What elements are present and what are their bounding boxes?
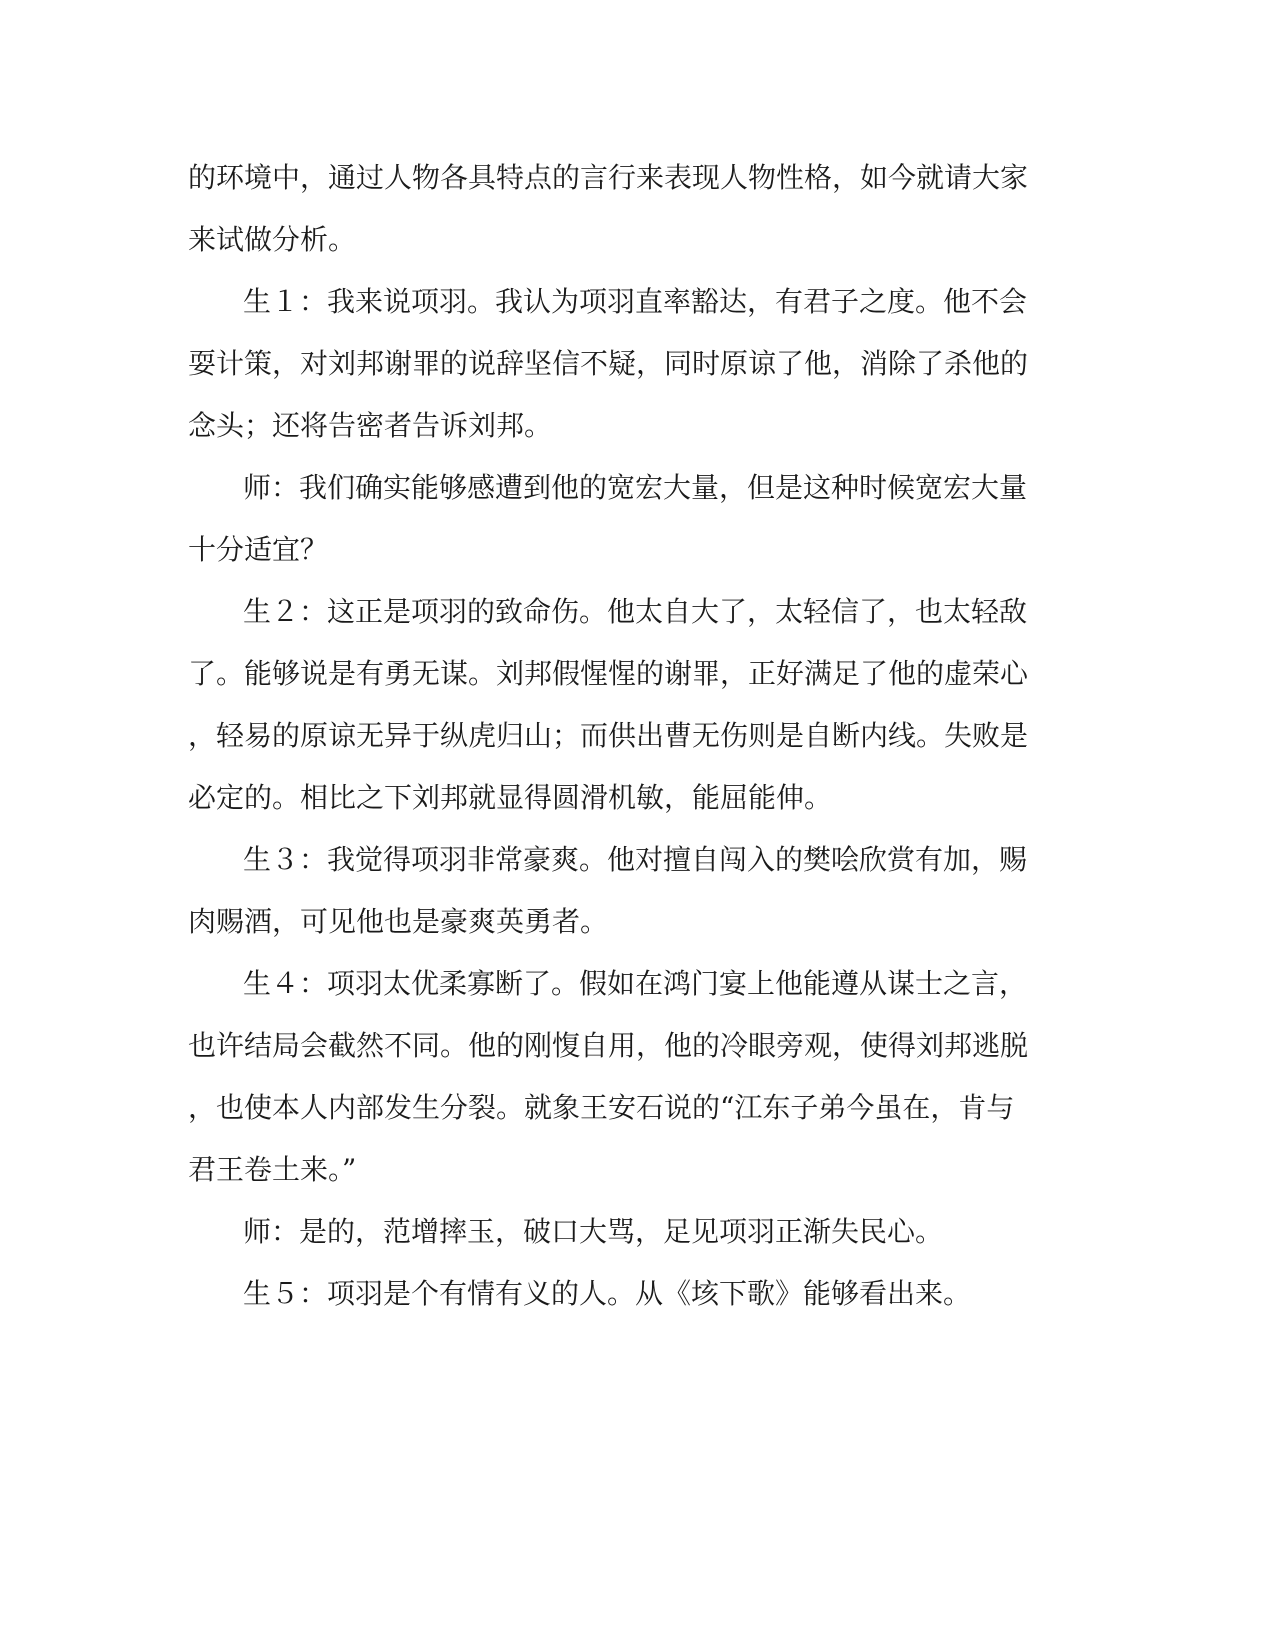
text-line: 了。能够说是有勇无谋。刘邦假惺惺的谢罪，正好满足了他的虚荣心 — [188, 657, 1029, 690]
text-line: 耍计策，对刘邦谢罪的说辞坚信不疑，同时原谅了他，消除了杀他的 — [188, 347, 1029, 380]
text-line: 来试做分析。 — [188, 223, 357, 256]
text-line: 生４：项羽太优柔寡断了。假如在鸿门宴上他能遵从谋士之言， — [243, 967, 1028, 1000]
text-line: 肉赐酒，可见他也是豪爽英勇者。 — [188, 905, 609, 938]
text-line: 君王卷土来。” — [188, 1153, 357, 1186]
text-line: 师：我们确实能够感遭到他的宽宏大量，但是这种时候宽宏大量 — [243, 471, 1028, 504]
text-line: 念头；还将告密者告诉刘邦。 — [188, 409, 553, 442]
text-line: 生２：这正是项羽的致命伤。他太自大了，太轻信了，也太轻敌 — [243, 595, 1028, 628]
text-line: 也许结局会截然不同。他的刚愎自用，他的冷眼旁观，使得刘邦逃脱 — [188, 1029, 1029, 1062]
text-line: 的环境中，通过人物各具特点的言行来表现人物性格，如今就请大家 — [188, 161, 1029, 194]
text-line: 必定的。相比之下刘邦就显得圆滑机敏，能屈能伸。 — [188, 781, 833, 814]
text-line: 师：是的，范增摔玉，破口大骂，足见项羽正渐失民心。 — [243, 1215, 944, 1248]
text-line: 生１：我来说项羽。我认为项羽直率豁达，有君子之度。他不会 — [243, 285, 1028, 318]
text-line: ，也使本人内部发生分裂。就象王安石说的“江东子弟今虽在，肯与 — [188, 1091, 1015, 1124]
text-line: 生３：我觉得项羽非常豪爽。他对擅自闯入的樊哙欣赏有加，赐 — [243, 843, 1028, 876]
text-line: 十分适宜？ — [188, 533, 329, 566]
text-line: ，轻易的原谅无异于纵虎归山；而供出曹无伤则是自断内线。失败是 — [188, 719, 1029, 752]
text-line: 生５：项羽是个有情有义的人。从《垓下歌》能够看出来。 — [243, 1277, 972, 1310]
